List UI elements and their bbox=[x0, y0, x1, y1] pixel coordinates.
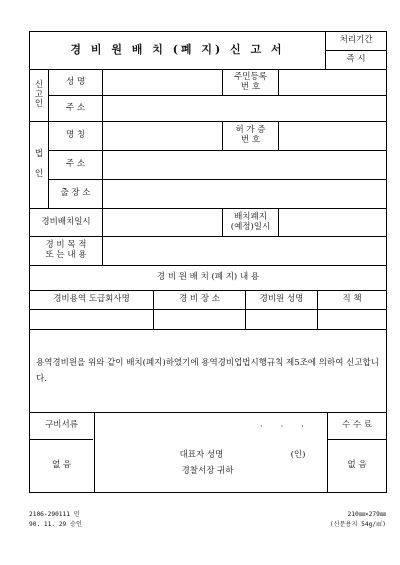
signature-row bbox=[30, 413, 386, 492]
branch-office-field[interactable] bbox=[103, 180, 386, 208]
representative-label: 대표자 성명 bbox=[179, 450, 224, 460]
purpose-row bbox=[30, 237, 386, 266]
corporation-section bbox=[30, 122, 386, 209]
declaration-text: 용역경비원을 위와 같이 배치(폐지)하였기에 용역경비업법시행규칙 제5조에 의하여 신고합니다. bbox=[36, 357, 379, 384]
resident-number-field[interactable] bbox=[279, 70, 386, 95]
corporation-group-label: 법 인 bbox=[30, 122, 49, 208]
applicant-name-label: 성 명 bbox=[49, 70, 103, 95]
guard-name-cell[interactable] bbox=[246, 310, 318, 329]
corporation-address-field[interactable] bbox=[103, 151, 386, 179]
form-title: 경 비 원 배 치 (폐 지) 신 고 서 bbox=[30, 32, 326, 69]
applicant-name-field[interactable] bbox=[103, 70, 223, 95]
corporation-name-label: 명 칭 bbox=[49, 122, 103, 150]
month-dot: · bbox=[280, 421, 284, 432]
deployment-date-label: 경비배치일시 bbox=[30, 209, 103, 236]
abolish-date-label: 배치폐지 (예정)일시 bbox=[223, 209, 279, 236]
date-line[interactable] bbox=[95, 413, 327, 440]
applicant-section bbox=[30, 70, 386, 122]
details-data-row bbox=[30, 310, 386, 330]
seal-mark: (인) bbox=[290, 450, 306, 460]
position-column-header: 직 책 bbox=[342, 294, 362, 305]
applicant-address-field[interactable] bbox=[103, 96, 386, 121]
processing-period-value: 즉 시 bbox=[346, 54, 366, 65]
required-docs-value: 없 음 bbox=[51, 459, 72, 470]
day-dot: · bbox=[301, 421, 304, 432]
processing-period-label: 처리기간 bbox=[326, 32, 386, 51]
contractor-cell[interactable] bbox=[30, 310, 154, 329]
details-title-row bbox=[30, 266, 386, 291]
abolish-date-field[interactable] bbox=[279, 209, 386, 236]
details-header-row bbox=[30, 291, 386, 310]
purpose-field[interactable] bbox=[103, 237, 386, 265]
report-form bbox=[29, 31, 387, 493]
fee-label: 수 수 료 bbox=[328, 413, 386, 440]
declaration-row bbox=[30, 330, 386, 413]
form-code: 2106-290111 민 bbox=[29, 511, 80, 518]
permit-number-label: 허 가 증 번 호 bbox=[223, 122, 279, 150]
paper-spec-block bbox=[330, 510, 386, 529]
year-dot: · bbox=[259, 421, 263, 432]
position-cell[interactable] bbox=[318, 310, 386, 329]
permit-number-field[interactable] bbox=[279, 122, 386, 150]
form-code-block bbox=[29, 510, 82, 529]
corporation-name-field[interactable] bbox=[103, 122, 223, 150]
details-section-title: 경 비 원 배 치 (폐 지) 내 용 bbox=[156, 272, 260, 283]
location-cell[interactable] bbox=[154, 310, 246, 329]
contractor-column-header: 경비용역 도급회사명 bbox=[30, 291, 154, 309]
required-docs-label: 구비서류 bbox=[30, 413, 93, 440]
deployment-date-field[interactable] bbox=[103, 209, 223, 236]
paper-size: 210㎜×279㎜ bbox=[347, 511, 386, 518]
approval-date: 90. 11. 29 승인 bbox=[29, 520, 82, 528]
location-column-header: 경 비 장 소 bbox=[154, 291, 246, 309]
branch-office-label: 출 장 소 bbox=[49, 180, 103, 208]
deployment-date-row bbox=[30, 209, 386, 237]
resident-number-label: 주민등록 번 호 bbox=[223, 70, 279, 95]
title-row bbox=[30, 32, 386, 70]
applicant-group-label: 신 고 인 bbox=[30, 70, 49, 121]
applicant-address-label: 주 소 bbox=[49, 96, 103, 121]
fee-value: 없 음 bbox=[347, 459, 367, 470]
guard-name-column-header: 경비원 성명 bbox=[246, 291, 318, 309]
recipient-text: 경찰서장 귀하 bbox=[181, 466, 234, 476]
paper-type: (신문용지 54g/㎡) bbox=[329, 520, 386, 528]
purpose-label: 경 비 목 적 또 는 내 용 bbox=[30, 237, 103, 265]
corporation-address-label: 주 소 bbox=[49, 151, 103, 179]
